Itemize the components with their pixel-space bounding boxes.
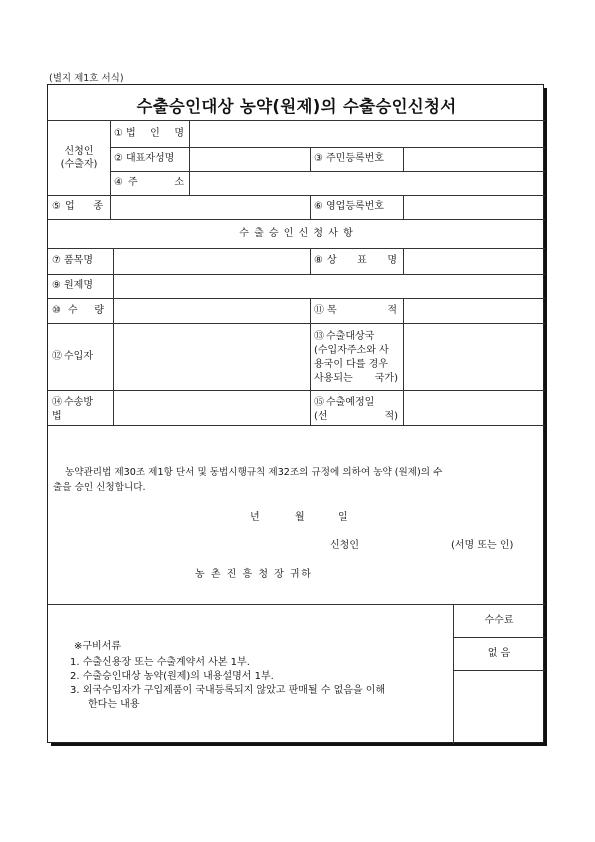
business-reg-label: 영업등록번호	[326, 201, 384, 212]
application-form	[47, 84, 544, 743]
destination-note-3b: 국가)	[374, 373, 398, 384]
destination-note-1: (수입자주소와 사	[314, 345, 389, 356]
quantity-field[interactable]	[114, 299, 309, 322]
business-type-number: ⑤	[52, 201, 61, 212]
export-date-note-a: (선	[314, 411, 328, 422]
corp-name-field[interactable]	[190, 121, 544, 146]
statement-line-2: 출을 승인 신청합니다.	[53, 482, 146, 493]
corp-name-char-1: 법	[126, 128, 136, 139]
rule-mid-upper	[310, 147, 311, 171]
corp-name-char-3: 명	[174, 128, 184, 139]
importer-label: 수입자	[64, 351, 93, 362]
rule-applicant-label-right	[110, 120, 111, 195]
address-char-2: 소	[174, 177, 184, 188]
purpose-char-1: 목	[327, 305, 337, 316]
section-header: 수 출 승 인 신 청 사 항	[239, 228, 354, 239]
purpose-field-area[interactable]	[404, 299, 544, 322]
destination-field[interactable]	[404, 324, 544, 389]
applicant-group-label-2: (수출자)	[60, 159, 98, 170]
required-doc-3: 3. 외국수입자가 구입제품이 국내등록되지 않았고 판매될 수 없음을 이해	[70, 685, 386, 696]
rep-name-label: 대표자성명	[126, 153, 175, 164]
rule-fee-bottom	[453, 670, 545, 671]
addressee: 농 촌 진 흥 청 장 귀하	[195, 569, 313, 580]
rule-statement-bottom	[48, 604, 545, 605]
business-type-char-1: 업	[65, 201, 75, 212]
rep-name-field[interactable]	[190, 148, 309, 170]
brand-name-label	[327, 255, 397, 267]
fee-label: 수수료	[484, 615, 514, 626]
form-shadow-bottom	[51, 743, 547, 746]
address-label	[128, 177, 184, 189]
address-number: ④	[114, 177, 123, 188]
applicant-group-label-1: 신청인	[64, 146, 94, 157]
export-date-number: ⑮	[314, 397, 324, 408]
destination-note-3	[314, 373, 398, 385]
quantity-char-1: 수	[68, 305, 78, 316]
required-doc-2: 2. 수출승인대상 농약(원제)의 내용설명서 1부.	[70, 671, 274, 682]
brand-char-1: 상	[327, 255, 337, 266]
quantity-number: ⑩	[52, 305, 61, 316]
purpose-char-2: 적	[387, 305, 397, 316]
quantity-label	[68, 305, 104, 317]
rep-name-number: ②	[114, 153, 123, 164]
export-date-label: 수출예정일	[326, 397, 375, 408]
business-type-label	[65, 201, 103, 213]
tech-name-label: 원제명	[64, 280, 93, 291]
export-date-field[interactable]	[404, 391, 544, 424]
shipping-label-1: 수송방	[64, 397, 93, 408]
destination-note-2: 용국이 다를 경우	[314, 359, 388, 370]
date-year-label: 년	[250, 512, 260, 523]
importer-number: ⑫	[52, 351, 62, 362]
statement-line-1: 농약관리법 제30조 제1항 단서 및 동법시행규칙 제32조의 규정에 의하여 농약 (원제)의 수	[65, 467, 443, 478]
signature-hint: (서명 또는 인)	[451, 540, 514, 551]
shipping-field[interactable]	[114, 391, 309, 424]
corp-name-char-2: 인	[150, 128, 160, 139]
resident-number-field[interactable]	[404, 148, 544, 170]
corp-name-label	[126, 128, 184, 140]
fee-value: 없 음	[487, 648, 511, 659]
form-title: 수출승인대상 농약(원제)의 수출승인신청서	[136, 97, 457, 116]
applicant-sign-label: 신청인	[330, 540, 359, 551]
importer-field[interactable]	[114, 324, 309, 389]
shipping-label-2: 법	[52, 411, 62, 422]
destination-note-3a: 사용되는	[314, 373, 353, 384]
destination-label: 수출대상국	[326, 331, 375, 342]
resident-number-number: ③	[314, 153, 323, 164]
rule-items-mid-a	[310, 248, 311, 274]
resident-number-label: 주민등록번호	[326, 153, 384, 164]
tech-name-number: ⑨	[52, 280, 61, 291]
form-number-label: (별지 제1호 서식)	[49, 73, 124, 84]
tech-name-field[interactable]	[114, 275, 544, 297]
rule-ship-bottom	[48, 425, 545, 426]
date-month-label: 월	[295, 512, 305, 523]
corp-name-number: ①	[114, 128, 123, 139]
required-doc-1: 1. 수출신용장 또는 수출계약서 사본 1부.	[70, 657, 250, 668]
business-reg-number: ⑥	[314, 201, 323, 212]
shipping-number: ⑭	[52, 397, 62, 408]
business-type-field[interactable]	[111, 196, 309, 218]
required-docs-header: ※구비서류	[74, 641, 122, 652]
purpose-label	[327, 305, 397, 317]
destination-number: ⑬	[314, 331, 324, 342]
date-day-label: 일	[338, 512, 348, 523]
required-doc-3-cont: 한다는 내용	[88, 699, 140, 710]
product-name-number: ⑦	[52, 255, 61, 266]
rule-business-bottom	[48, 219, 545, 220]
business-reg-field[interactable]	[404, 196, 544, 218]
brand-char-3: 명	[387, 255, 397, 266]
business-type-char-2: 종	[93, 201, 103, 212]
rule-fee-middle	[453, 637, 545, 638]
purpose-number: ⑪	[314, 305, 324, 316]
brand-name-number: ⑧	[314, 255, 323, 266]
product-name-field[interactable]	[114, 249, 309, 273]
rule-business-mid	[310, 195, 311, 219]
address-char-1: 주	[128, 177, 138, 188]
export-date-note	[314, 411, 398, 423]
export-date-note-b: 적)	[384, 411, 398, 422]
address-field[interactable]	[190, 172, 544, 194]
brand-name-field[interactable]	[404, 249, 544, 273]
brand-char-2: 표	[357, 255, 367, 266]
product-name-label: 품목명	[64, 255, 93, 266]
rule-items-mid-b	[310, 298, 311, 425]
quantity-char-2: 량	[94, 305, 104, 316]
